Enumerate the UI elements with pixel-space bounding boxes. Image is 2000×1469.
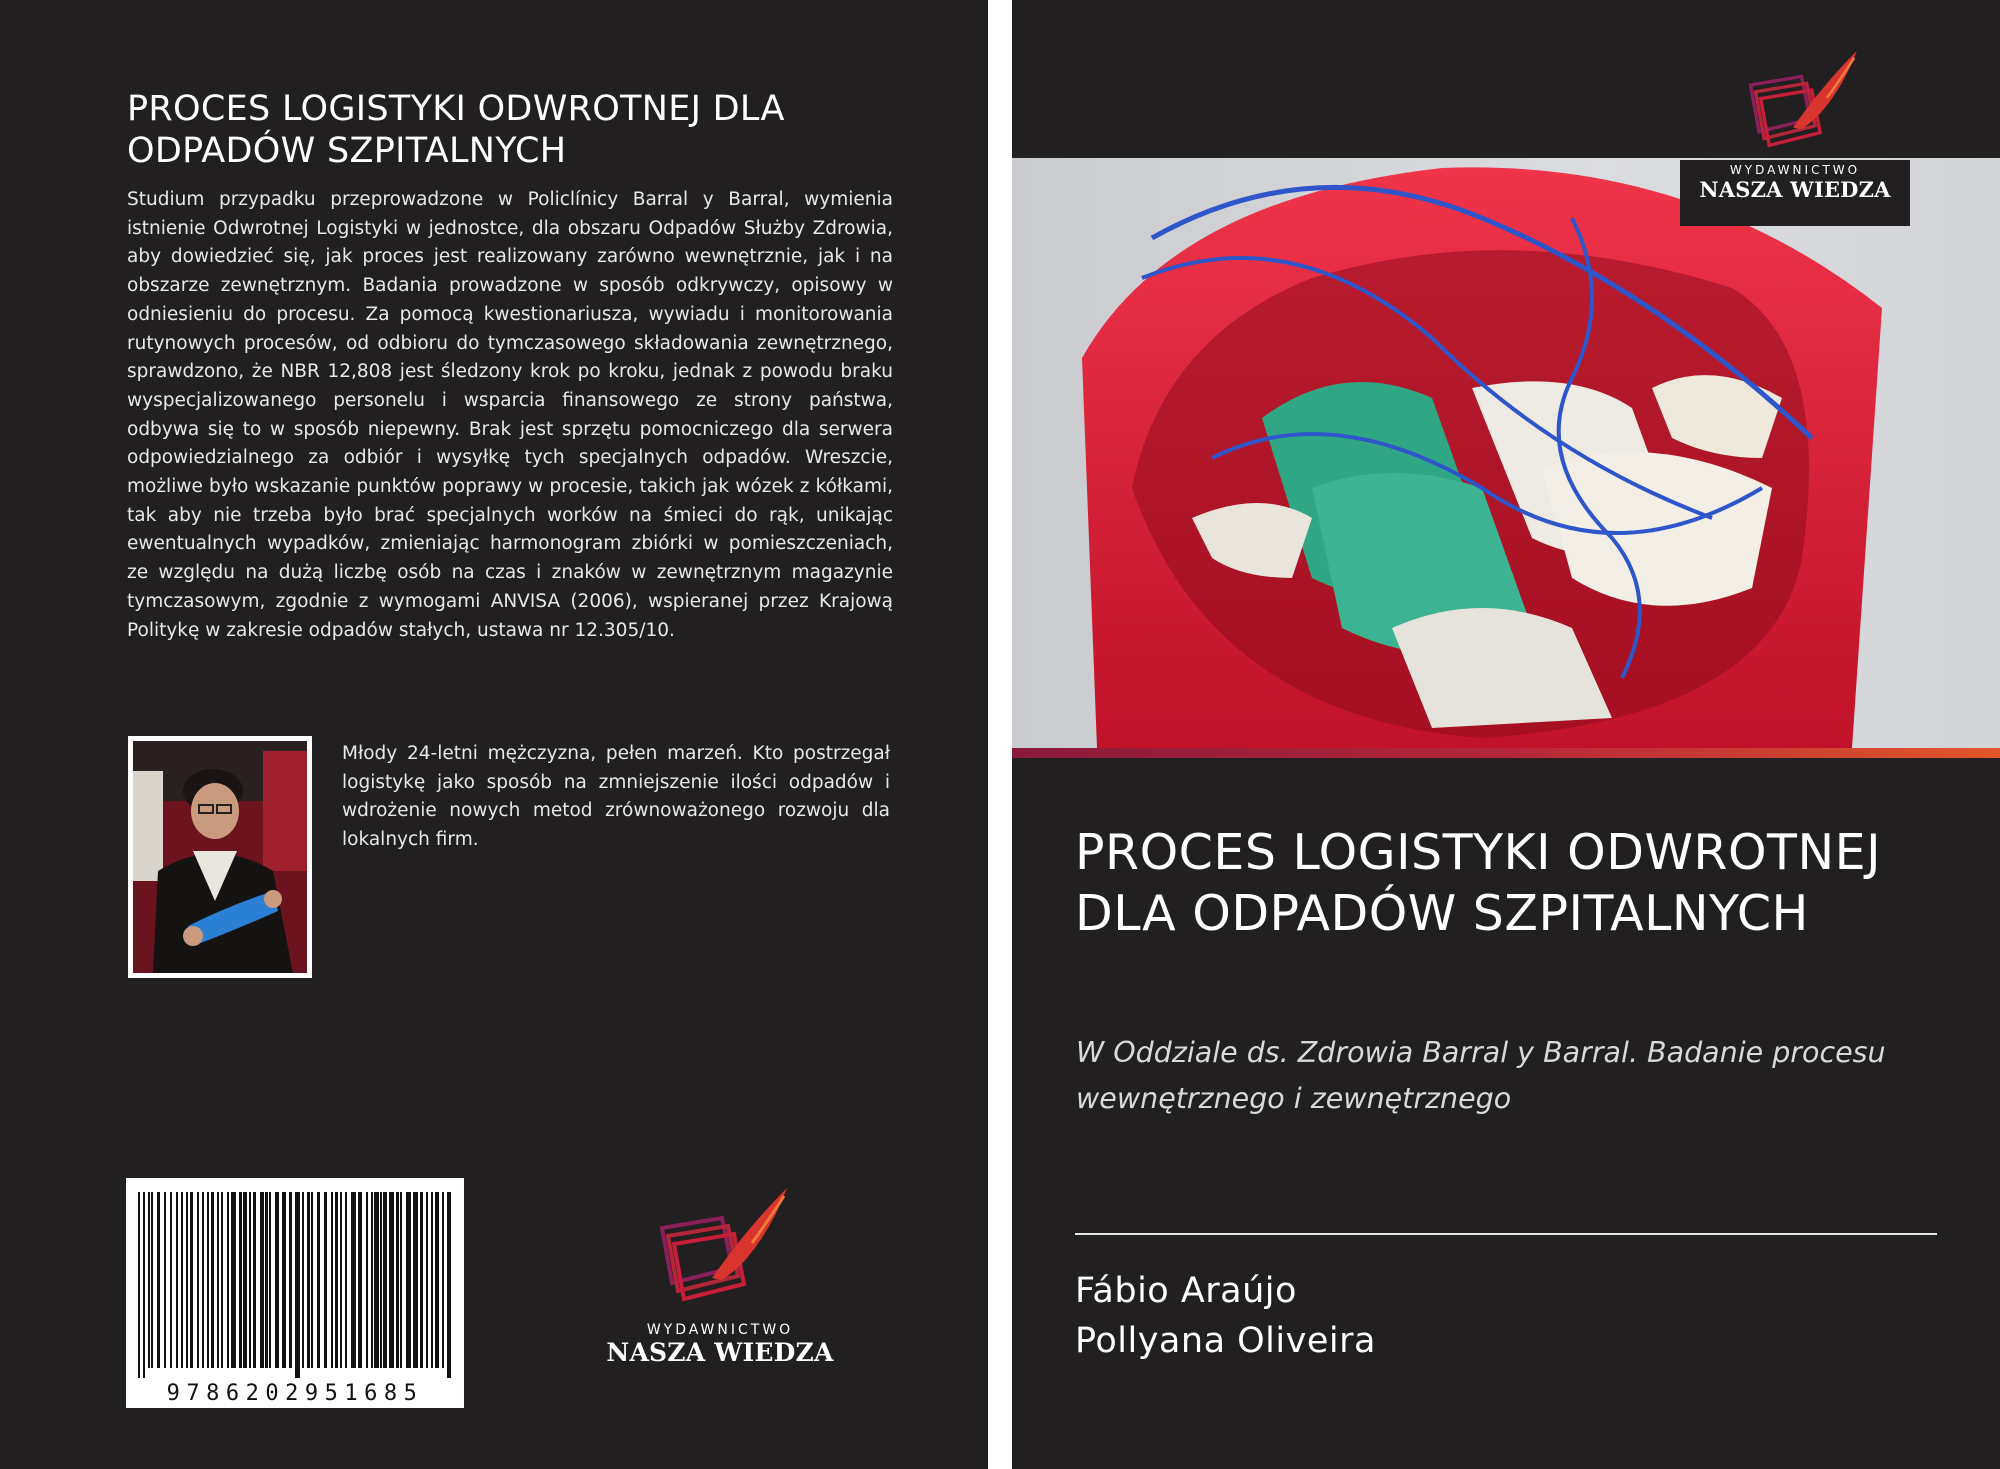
barcode-bar [371,1192,373,1368]
barcode-bar [442,1192,444,1368]
barcode-bar [243,1192,247,1368]
barcode-bar [143,1192,145,1378]
barcode-bar [211,1192,214,1368]
barcode-bar [420,1192,423,1368]
barcode-bar [383,1192,387,1368]
author-list [1075,1266,1875,1366]
barcode-bar [307,1192,310,1368]
author-bio: Młody 24-letni mężczyzna, pełen marzeń. Kto postrzegał logistykę jako sposób na zmniejszenie ilości odpadów i wdrożenie nowych metod zrównoważonego rozwoju dla lokalnych firm. [342,743,890,851]
accent-line [1012,748,2000,758]
barcode-bar [331,1192,333,1368]
barcode-bar [170,1192,172,1368]
barcode-bar [400,1192,402,1368]
publisher-line2: NASZA WIEDZA [1699,177,1891,202]
barcode-bar [181,1192,183,1368]
barcode-bar [302,1192,304,1368]
barcode-bar [249,1192,251,1368]
barcode-bar [190,1192,193,1368]
barcode-bar [340,1192,342,1368]
barcode-bar [324,1192,327,1368]
barcode-bar [265,1192,268,1368]
barcode-bar [317,1192,320,1368]
barcode-bar [366,1192,368,1368]
barcode-bar [138,1192,140,1378]
barcode-bar [269,1192,271,1368]
barcode-bar [176,1192,178,1368]
barcode-bar [295,1192,300,1378]
barcode-bar [351,1192,356,1368]
barcode-bar [227,1192,229,1368]
barcode-bar [358,1192,362,1368]
barcode-bar [289,1192,292,1368]
back-cover [0,0,988,1469]
back-cover-title: PROCES LOGISTYKI ODWROTNEJ DLA ODPADÓW SZPITALNYCH [127,89,785,171]
barcode-bar [253,1192,256,1368]
barcode-bar [380,1192,382,1368]
author-name: Fábio Araújo [1075,1271,1297,1311]
barcode-bar [389,1192,394,1368]
barcode-bar [426,1192,428,1368]
front-publisher-logo [1680,45,1910,225]
isbn-barcode [126,1178,464,1408]
front-cover-title: PROCES LOGISTYKI ODWROTNEJ DLA ODPADÓW SZPITALNYCH [1075,824,1882,942]
barcode-bar [396,1192,399,1368]
publisher-line1: WYDAWNICTWO [646,1322,794,1338]
barcode-bar [207,1192,209,1368]
barcode-bar [151,1192,153,1368]
spine-gap [988,0,1012,1469]
barcode-bar [260,1192,264,1368]
author-photo [128,736,312,978]
barcode-bar [164,1192,166,1368]
back-cover-blurb: Studium przypadku przeprowadzone w Policlínicy Barral y Barral, wymienia istnienie Odwrotnej Logistyki w jednostce, dla obszaru Odpadów Służby Zdrowia, aby dowiedzieć się, jak proces jest realizowany zarówno wewnętrznie, jak i na obszarze zewnętrznym. Badania prowadzone w sposób odkrywczy, opisowy w odniesieniu do procesu. Za pomocą kwestionariusza, wywiadu i monitorowania rutynowych procesów, od odbioru do tymczasowego składowania zewnętrznego, sprawdzono, że NBR 12,808 jest śledzony krok po kroku, jednak z powodu braku wyspecjalizowanego personelu i wsparcia finansowego ze strony państwa, odbywa się to w sposób niepewny. Brak jest sprzętu pomocniczego dla serwera odpowiedzialnego za odbiór i wysyłkę tych specjalnych odpadów. Wreszcie, możliwe było wskazanie punktów poprawy w procesie, takich jak wózek z kółkami, tak aby nie trzeba było brać specjalnych worków na śmieci do rąk, unikając ewentualnych wypadków, zmieniając harmonogram zbiórki w pomieszczeniach, ze względu na dużą liczbę osób na czas i znaków w zewnętrznym magazynie tymczasowym, zgodnie z wymogami ANVISA (2006), wspieranej przez Krajową Politykę w zakresie odpadów stałych, ustawa nr 12.305/10. [127,189,893,641]
publisher-line1: WYDAWNICTWO [1729,163,1861,177]
barcode-bar [157,1192,160,1368]
barcode-bar [447,1192,451,1378]
barcode-bar [239,1192,242,1368]
publisher-line2: NASZA WIEDZA [606,1338,834,1367]
barcode-bar [345,1192,347,1368]
barcode-bar [335,1192,338,1368]
barcode-bar [217,1192,219,1368]
barcode-bar [282,1192,286,1368]
barcode-bar [202,1192,204,1368]
author-name: Pollyana Oliveira [1075,1321,1376,1361]
divider [1075,1233,1937,1235]
barcode-bar [406,1192,411,1368]
barcode-bar [148,1192,150,1368]
front-cover-subtitle: W Oddziale ds. Zdrowia Barral y Barral. Badanie procesu wewnętrznego i zewnętrznego [1076,1036,1886,1115]
cover-photo [1012,158,2000,748]
barcode-bar [221,1192,223,1368]
barcode-bar [413,1192,418,1368]
barcode-bar [197,1192,199,1368]
barcode-bar [275,1192,279,1368]
barcode-bar [311,1192,313,1368]
book-quill-icon [1680,45,1910,160]
barcode-bar [435,1192,439,1368]
barcode-bar [374,1192,379,1368]
book-quill-icon [590,1170,850,1320]
barcode-bar [231,1192,236,1368]
back-publisher-logo [590,1170,850,1370]
isbn-digits: 9786202951685 [166,1381,424,1406]
barcode-bar [431,1192,433,1368]
barcode-bar [186,1192,188,1368]
